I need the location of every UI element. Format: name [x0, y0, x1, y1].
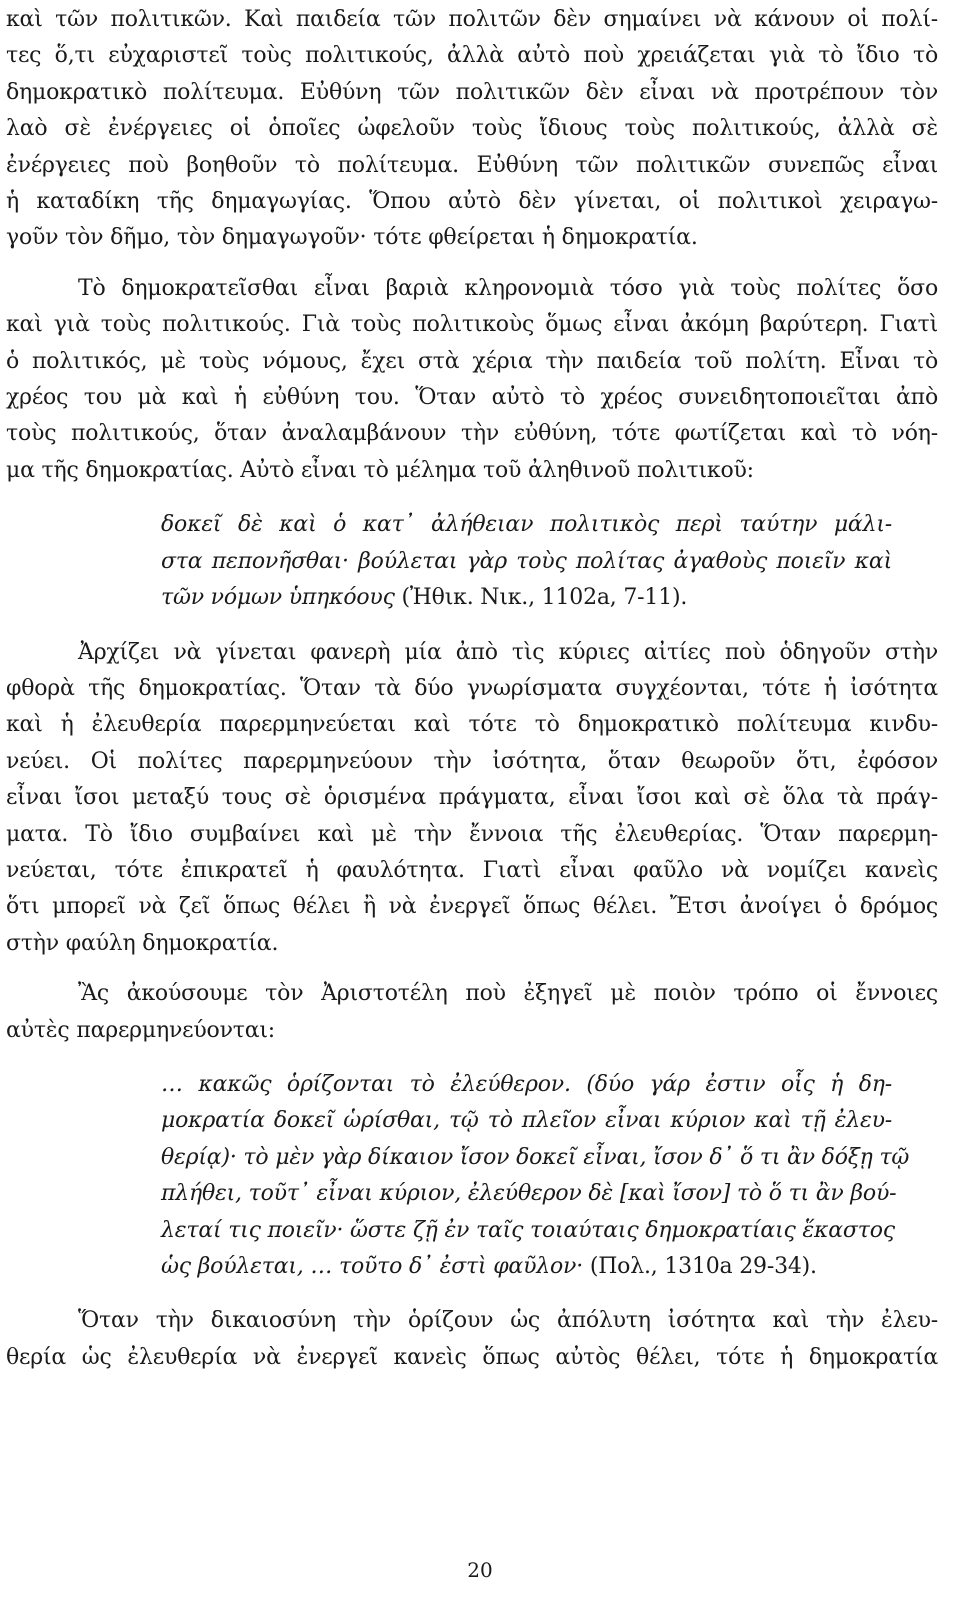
- paragraph-1: [6, 2, 938, 257]
- quote-spacer: [6, 489, 938, 507]
- quote-citation: (Πολ., 1310a 29-34).: [589, 1254, 817, 1279]
- text-line: ματα. Τὸ ἴδιο συμβαίνει καὶ μὲ τὴν ἔννοια τῆς ἐλευθερίας. Ὅταν παρερμη-: [6, 821, 938, 847]
- quote-citation: (Ἠθικ. Νικ., 1102a, 7-11).: [401, 585, 688, 611]
- text-line: Ἀρχίζει νὰ γίνεται φανερὴ μία ἀπὸ τὶς κύριες αἰτίες ποὺ ὁδηγοῦν στὴν: [78, 639, 938, 665]
- quote-line: [161, 1249, 892, 1285]
- paragraph-3: [6, 635, 938, 963]
- text-line: καὶ ἡ ἐλευθερία παρερμηνεύεται καὶ τότε τὸ δημοκρατικὸ πολίτευμα κινδυ-: [6, 712, 938, 738]
- quote-line: στα πεπονῆσθαι· βούλεται γὰρ τοὺς πολίτας ἀγαθοὺς ποιεῖν καὶ: [161, 548, 892, 574]
- text-line: ὅτι μπορεῖ νὰ ζεῖ ὅπως θέλει ἢ νὰ ἐνεργεῖ ὅπως θέλει. Ἔτσι ἀνοίγει ὁ δρόμος: [6, 894, 938, 920]
- text-line: καὶ τῶν πολιτικῶν. Καὶ παιδεία τῶν πολιτῶν δὲν σημαίνει νὰ κάνουν οἱ πολί-: [6, 7, 938, 32]
- quote-fragment: τῶν νόμων ὑπηκόους: [161, 585, 395, 611]
- text-line: στὴν φαύλη δημοκρατία.: [6, 930, 279, 956]
- text-line: ὁ πολιτικός, μὲ τοὺς νόμους, ἔχει στὰ χέρια τὴν παιδεία τοῦ πολίτη. Εἶναι τὸ: [6, 348, 938, 374]
- text-line: Ὅταν τὴν δικαιοσύνη τὴν ὁρίζουν ὡς ἀπόλυτη ἰσότητα καὶ τὴν ἐλευ-: [78, 1308, 938, 1334]
- quote-spacer: [6, 1049, 938, 1067]
- quote-fragment: ὡς βούλεται, … τοῦτο δ᾽ ἐστὶ φαῦλον·: [161, 1254, 584, 1279]
- quote-line: [161, 580, 892, 616]
- text-line: αὐτὲς παρερμηνεύονται:: [6, 1017, 276, 1043]
- text-line: ἐνέργειες ποὺ βοηθοῦν τὸ πολίτευμα. Εὐθύνη τῶν πολιτικῶν συνεπῶς εἶναι: [6, 152, 938, 178]
- text-line: εἶναι ἴσοι μεταξύ τους σὲ ὁρισμένα πράγματα, εἶναι ἴσοι καὶ σὲ ὅλα τὰ πράγ-: [6, 785, 938, 811]
- paragraph-2: [6, 271, 938, 489]
- paragraph-4: [6, 976, 938, 1049]
- text-line: νεύεται, τότε ἐπικρατεῖ ἡ φαυλότητα. Γιατὶ εἶναι φαῦλο νὰ νομίζει κανεὶς: [6, 857, 938, 883]
- quote-line: πλήθει, τοῦτ᾽ εἶναι κύριον, ἐλεύθερον δὲ [καὶ ἴσον] τὸ ὅ τι ἂν βού-: [161, 1181, 897, 1207]
- text-line: φθορὰ τῆς δημοκρατίας. Ὅταν τὰ δύο γνωρίσματα συγχέονται, τότε ἡ ἰσότητα: [6, 675, 938, 701]
- quote-line: θερίᾳ)· τὸ μὲν γὰρ δίκαιον ἴσον δοκεῖ εἶναι, ἴσον δ᾽ ὅ τι ἂν δόξῃ τῷ: [161, 1144, 910, 1170]
- text-line: Ἂς ἀκούσουμε τὸν Ἀριστοτέλη ποὺ ἐξηγεῖ μὲ ποιὸν τρόπο οἱ ἔννοιες: [78, 981, 938, 1007]
- text-line: τες ὅ,τι εὐχαριστεῖ τοὺς πολιτικούς, ἀλλὰ αὐτὸ ποὺ χρειάζεται γιὰ τὸ ἴδιο τὸ: [6, 43, 938, 69]
- text-line: θερία ὡς ἐλευθερία νὰ ἐνεργεῖ κανεὶς ὅπως αὐτὸς θέλει, τότε ἡ δημοκρατία: [6, 1344, 938, 1370]
- text-line: Τὸ δημοκρατεῖσθαι εἶναι βαριὰ κληρονομιὰ τόσο γιὰ τοὺς πολίτες ὅσο: [78, 275, 938, 301]
- text-line: τοὺς πολιτικούς, ὅταν ἀναλαμβάνουν τὴν εὐθύνη, τότε φωτίζεται καὶ τὸ νόη-: [6, 421, 938, 447]
- quote-spacer: [6, 1285, 938, 1303]
- text-line: ἡ καταδίκη τῆς δημαγωγίας. Ὅπου αὐτὸ δὲν γίνεται, οἱ πολιτικοὶ χειραγω-: [6, 189, 938, 215]
- text-line: χρέος του μὰ καὶ ἡ εὐθύνη του. Ὅταν αὐτὸ τὸ χρέος συνειδητοποιεῖται ἀπὸ: [6, 385, 938, 411]
- quote-spacer: [6, 617, 938, 635]
- paragraph-spacer: [6, 962, 938, 976]
- text-line: καὶ γιὰ τοὺς πολιτικούς. Γιὰ τοὺς πολιτικοὺς ὅμως εἶναι ἀκόμη βαρύτερη. Γιατὶ: [6, 312, 938, 338]
- quote-line: δοκεῖ δὲ καὶ ὁ κατ᾽ ἀλήθειαν πολιτικὸς περὶ ταύτην μάλι-: [161, 512, 892, 538]
- quote-line: … κακῶς ὁρίζονται τὸ ἐλεύθερον. (δύο γάρ ἐστιν οἷς ἡ δη-: [161, 1071, 892, 1097]
- text-line: λαὸ σὲ ἐνέργειες οἱ ὁποῖες ὠφελοῦν τοὺς ἴδιους τοὺς πολιτικούς, ἀλλὰ σὲ: [6, 116, 938, 142]
- block-quote-politics: [6, 1067, 938, 1285]
- page-number: 20: [467, 1558, 493, 1582]
- quote-line: λεταί τις ποιεῖν· ὥστε ζῇ ἐν ταῖς τοιαύταις δημοκρατίαις ἕκαστος: [161, 1217, 895, 1243]
- paragraph-spacer: [6, 257, 938, 271]
- text-line: νεύει. Οἱ πολίτες παρερμηνεύουν τὴν ἰσότητα, ὅταν θεωροῦν ὅτι, ἐφόσον: [6, 748, 938, 774]
- quote-line: μοκρατία δοκεῖ ὡρίσθαι, τῷ τὸ πλεῖον εἶναι κύριον καὶ τῇ ἐλευ-: [161, 1108, 892, 1134]
- text-line: δημοκρατικὸ πολίτευμα. Εὐθύνη τῶν πολιτικῶν δὲν εἶναι νὰ προτρέπουν τὸν: [6, 79, 938, 105]
- paragraph-5: [6, 1303, 938, 1376]
- block-quote-ethics: [6, 507, 938, 616]
- text-line: μα τῆς δημοκρατίας. Αὐτὸ εἶναι τὸ μέλημα τοῦ ἀληθινοῦ πολιτικοῦ:: [6, 457, 754, 483]
- text-line: γοῦν τὸν δῆμο, τὸν δημαγωγοῦν· τότε φθείρεται ἡ δημοκρατία.: [6, 225, 698, 251]
